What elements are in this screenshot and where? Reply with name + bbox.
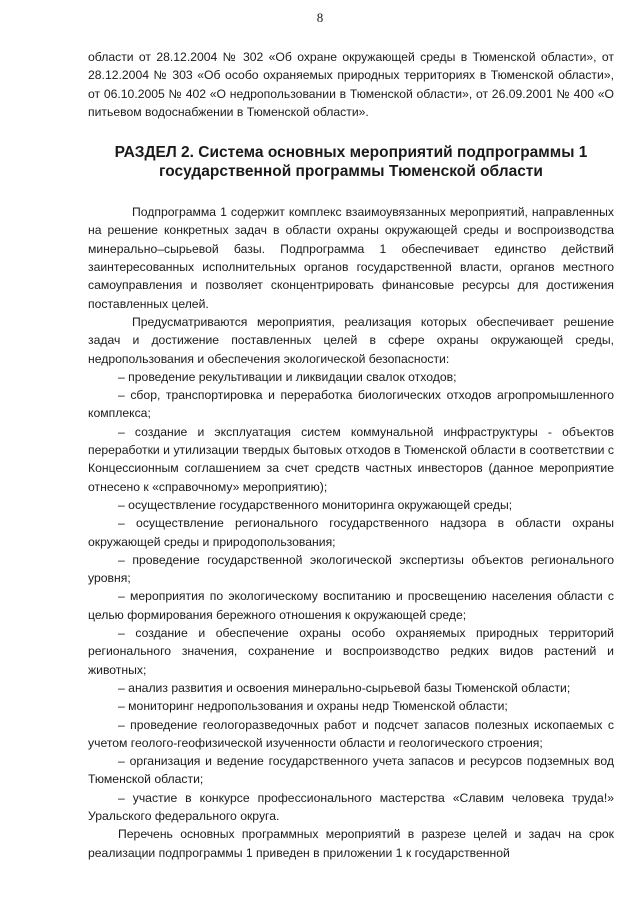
list-item: – создание и эксплуатация систем коммунальной инфраструктуры - объектов переработки и утилизации твердых бытовых отходов в Тюменской области в соответствии с Концессионным соглашением за счет средств частных инвесторов (данное мероприятие отнесено к «справочному» мероприятию); <box>88 424 614 494</box>
list-item: – мониторинг недропользования и охраны недр Тюменской области; <box>118 699 508 714</box>
document-body <box>88 48 614 862</box>
list-item: – создание и обеспечение охраны особо охраняемых природных территорий регионального значения, сохранение и воспроизводство редких видов растений и животных; <box>88 626 614 677</box>
list-item: – проведение рекультивации и ликвидации свалок отходов; <box>118 369 457 384</box>
paragraph-program-overview: Подпрограмма 1 содержит комплекс взаимоувязанных мероприятий, направленных на решение конкретных задач в области охраны окружающей среды и воспроизводства минерально–сырьевой базы. Подпрограмма 1 обеспечивает единство действий заинтересованных исполнительных органов государственной власти, органов местного самоуправления и позволяет сконцентрировать финансовые ресурсы для достижения поставленных целей. <box>88 205 614 311</box>
intro-paragraph: области от 28.12.2004 № 302 «Об охране окружающей среды в Тюменской области», от 28.12.2004 № 303 «Об особо охраняемых природных территориях в Тюменской области», от 06.10.2005 № 402 «О недропользовании в Тюменской области», от 26.09.2001 № 400 «О питьевом водоснабжении в Тюменской области». <box>88 50 614 119</box>
section-title: РАЗДЕЛ 2. Система основных мероприятий подпрограммы 1 государственной программы Тюменской области <box>114 144 588 181</box>
list-item: – проведение геологоразведочных работ и подсчет запасов полезных ископаемых с учетом геолого-геофизической изученности области и геологического строения; <box>88 717 614 750</box>
page-number: 8 <box>316 10 324 25</box>
list-item: – проведение государственной экологической экспертизы объектов регионального уровня; <box>88 552 614 586</box>
list-item: – организация и ведение государственного учета запасов и ресурсов подземных вод Тюменской области; <box>88 754 614 787</box>
closing-paragraph: Перечень основных программных мероприятий в разрезе целей и задач на срок реализации подпрограммы 1 приведен в приложении 1 к государственной <box>88 827 614 860</box>
list-item: – сбор, транспортировка и переработка биологических отходов агропромышленного комплекса; <box>88 388 614 421</box>
list-item: – осуществление регионального государственного надзора в области охраны окружающей среды и природопользования; <box>88 516 614 549</box>
list-item: – участие в конкурсе профессионального мастерства «Славим человека труда!» Уральского федерального округа. <box>88 790 614 823</box>
list-item: – мероприятия по экологическому воспитанию и просвещению населения области с целью формирования бережного отношения к окружающей среде; <box>88 589 614 622</box>
list-item: – осуществление государственного мониторинга окружающей среды; <box>118 497 513 512</box>
paragraph-measures-intro: Предусматриваются мероприятия, реализация которых обеспечивает решение задач и достижение поставленных целей в сфере охраны окружающей среды, недропользования и обеспечения экологической безопасности: <box>88 314 614 366</box>
measures-list <box>88 368 614 825</box>
list-item: – анализ развития и освоения минерально-сырьевой базы Тюменской области; <box>118 680 571 695</box>
